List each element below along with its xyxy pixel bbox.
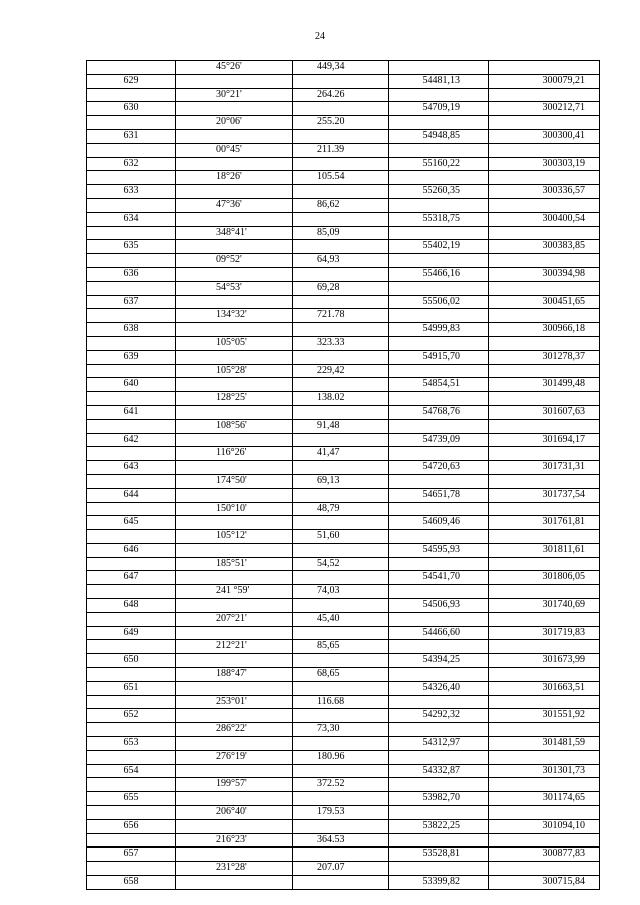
point-number: 635 — [86, 240, 175, 253]
segment-distance: 721.78 — [292, 309, 388, 322]
segment-angle: 54°53' — [175, 282, 292, 295]
point-number: 631 — [86, 130, 175, 143]
segment-distance: 85,65 — [292, 640, 388, 653]
segment-angle: 45°26' — [175, 61, 292, 74]
point-y: 300715,84 — [488, 876, 600, 889]
segment-row — [86, 639, 600, 653]
point-x: 54609,46 — [388, 516, 488, 529]
segment-angle: 212°21' — [175, 640, 292, 653]
point-row — [86, 653, 600, 667]
segment-row — [86, 281, 600, 295]
segment-distance: 41,47 — [292, 447, 388, 460]
segment-angle: 150°10' — [175, 503, 292, 516]
point-number: 655 — [86, 792, 175, 805]
point-number: 645 — [86, 516, 175, 529]
point-x: 54595,93 — [388, 544, 488, 557]
point-number: 642 — [86, 434, 175, 447]
point-y: 301761,81 — [488, 516, 600, 529]
point-y: 301481,59 — [488, 737, 600, 750]
point-x: 53822,25 — [388, 820, 488, 833]
segment-row — [86, 253, 600, 267]
segment-row — [86, 170, 600, 184]
point-number: 658 — [86, 876, 175, 889]
point-number: 644 — [86, 489, 175, 502]
point-y: 300383,85 — [488, 240, 600, 253]
segment-distance: 207.07 — [292, 862, 388, 875]
point-x: 54541,70 — [388, 571, 488, 584]
segment-distance: 54,52 — [292, 558, 388, 571]
point-row — [86, 791, 600, 805]
segment-distance: 91,48 — [292, 420, 388, 433]
point-row — [86, 543, 600, 557]
point-y: 301740,69 — [488, 599, 600, 612]
point-row — [86, 74, 600, 88]
segment-row — [86, 529, 600, 543]
segment-row — [86, 750, 600, 764]
point-number: 636 — [86, 268, 175, 281]
segment-row — [86, 612, 600, 626]
segment-row — [86, 308, 600, 322]
segment-distance: 323.33 — [292, 337, 388, 350]
segment-angle: 116°26' — [175, 447, 292, 460]
point-number: 640 — [86, 378, 175, 391]
point-number: 630 — [86, 102, 175, 115]
segment-row — [86, 198, 600, 212]
point-row — [86, 433, 600, 447]
segment-distance: 74,03 — [292, 585, 388, 598]
segment-distance: 68,65 — [292, 668, 388, 681]
segment-angle: 241 °59' — [175, 585, 292, 598]
segment-distance: 255.20 — [292, 116, 388, 129]
point-y: 301301,73 — [488, 765, 600, 778]
segment-distance: 372.52 — [292, 778, 388, 791]
point-y: 300303,19 — [488, 158, 600, 171]
segment-angle: 105°28' — [175, 365, 292, 378]
segment-angle: 47°36' — [175, 199, 292, 212]
point-x: 54481,13 — [388, 75, 488, 88]
segment-row — [86, 557, 600, 571]
point-row — [86, 819, 600, 833]
point-y: 301694,17 — [488, 434, 600, 447]
segment-row — [86, 667, 600, 681]
point-x: 54292,32 — [388, 709, 488, 722]
point-number: 643 — [86, 461, 175, 474]
segment-row — [86, 502, 600, 516]
point-y: 300394,98 — [488, 268, 600, 281]
point-row — [86, 626, 600, 640]
point-row — [86, 239, 600, 253]
point-x: 54999,83 — [388, 323, 488, 336]
point-row — [86, 157, 600, 171]
point-y: 301551,92 — [488, 709, 600, 722]
segment-row — [86, 419, 600, 433]
point-x: 54506,93 — [388, 599, 488, 612]
point-y: 301094,10 — [488, 820, 600, 833]
segment-angle: 231°28' — [175, 862, 292, 875]
segment-angle: 185°51' — [175, 558, 292, 571]
segment-angle: 30°21' — [175, 89, 292, 102]
point-x: 55160,22 — [388, 158, 488, 171]
segment-distance: 86,62 — [292, 199, 388, 212]
segment-row — [86, 777, 600, 791]
point-x: 53399,82 — [388, 876, 488, 889]
point-row — [86, 350, 600, 364]
segment-row — [86, 584, 600, 598]
point-x: 54739,09 — [388, 434, 488, 447]
point-row — [86, 570, 600, 584]
point-row — [86, 764, 600, 778]
point-y: 300079,21 — [488, 75, 600, 88]
segment-angle: 199°57' — [175, 778, 292, 791]
point-y: 301174,65 — [488, 792, 600, 805]
point-row — [86, 129, 600, 143]
point-number: 650 — [86, 654, 175, 667]
segment-distance: 116.68 — [292, 696, 388, 709]
segment-distance: 138.02 — [292, 392, 388, 405]
point-y: 300877,83 — [488, 848, 600, 861]
point-row — [86, 875, 600, 889]
segment-row — [86, 833, 600, 847]
segment-row — [86, 60, 600, 74]
segment-distance: 179.53 — [292, 806, 388, 819]
point-row — [86, 322, 600, 336]
point-y: 300212,71 — [488, 102, 600, 115]
segment-row — [86, 446, 600, 460]
segment-angle: 00°45' — [175, 144, 292, 157]
point-x: 54854,51 — [388, 378, 488, 391]
segment-angle: 286°22' — [175, 723, 292, 736]
point-row — [86, 377, 600, 391]
point-y: 301499,48 — [488, 378, 600, 391]
page-number: 24 — [315, 31, 325, 42]
segment-distance: 85,09 — [292, 227, 388, 240]
point-row — [86, 460, 600, 474]
segment-distance: 180.96 — [292, 751, 388, 764]
point-row — [86, 515, 600, 529]
segment-row — [86, 115, 600, 129]
point-x: 55260,35 — [388, 185, 488, 198]
point-row — [86, 708, 600, 722]
segment-row — [86, 336, 600, 350]
point-y: 301607,63 — [488, 406, 600, 419]
point-number: 656 — [86, 820, 175, 833]
point-row — [86, 681, 600, 695]
point-number: 638 — [86, 323, 175, 336]
point-row — [86, 846, 600, 861]
segment-row — [86, 805, 600, 819]
segment-distance: 48,79 — [292, 503, 388, 516]
point-x: 55318,75 — [388, 213, 488, 226]
point-row — [86, 101, 600, 115]
point-x: 54720,63 — [388, 461, 488, 474]
point-x: 55506,02 — [388, 296, 488, 309]
segment-row — [86, 364, 600, 378]
point-x: 54332,87 — [388, 765, 488, 778]
point-y: 300966,18 — [488, 323, 600, 336]
point-number: 652 — [86, 709, 175, 722]
point-y: 300336,57 — [488, 185, 600, 198]
point-y: 301663,51 — [488, 682, 600, 695]
segment-distance: 69,13 — [292, 475, 388, 488]
segment-angle: 108°56' — [175, 420, 292, 433]
point-x: 53982,70 — [388, 792, 488, 805]
point-number: 653 — [86, 737, 175, 750]
point-y: 301278,37 — [488, 351, 600, 364]
point-number: 629 — [86, 75, 175, 88]
point-number: 637 — [86, 296, 175, 309]
segment-distance: 264.26 — [292, 89, 388, 102]
point-number: 657 — [86, 848, 175, 861]
point-number: 654 — [86, 765, 175, 778]
segment-angle: 207°21' — [175, 613, 292, 626]
point-number: 634 — [86, 213, 175, 226]
point-x: 54709,19 — [388, 102, 488, 115]
point-x: 54651,78 — [388, 489, 488, 502]
point-row — [86, 488, 600, 502]
point-y: 301811,61 — [488, 544, 600, 557]
segment-distance: 73,30 — [292, 723, 388, 736]
point-y: 301737,54 — [488, 489, 600, 502]
point-y: 301673,99 — [488, 654, 600, 667]
segment-distance: 364.53 — [292, 834, 388, 847]
point-x: 54326,40 — [388, 682, 488, 695]
segment-distance: 449,34 — [292, 61, 388, 74]
point-row — [86, 598, 600, 612]
segment-row — [86, 143, 600, 157]
point-y: 300451,65 — [488, 296, 600, 309]
point-row — [86, 267, 600, 281]
segment-row — [86, 226, 600, 240]
point-x: 54466,60 — [388, 627, 488, 640]
segment-distance: 211.39 — [292, 144, 388, 157]
point-x: 53528,81 — [388, 848, 488, 861]
coordinates-table — [86, 60, 600, 890]
segment-angle: 348°41' — [175, 227, 292, 240]
point-x: 54768,76 — [388, 406, 488, 419]
segment-distance: 69,28 — [292, 282, 388, 295]
point-x: 54948,85 — [388, 130, 488, 143]
segment-distance: 229,42 — [292, 365, 388, 378]
point-x: 54312,97 — [388, 737, 488, 750]
point-y: 301731,31 — [488, 461, 600, 474]
segment-distance: 51,60 — [292, 530, 388, 543]
segment-angle: 128°25' — [175, 392, 292, 405]
table-bottom-border — [86, 889, 600, 890]
point-row — [86, 736, 600, 750]
segment-angle: 253°01' — [175, 696, 292, 709]
point-number: 641 — [86, 406, 175, 419]
segment-row — [86, 391, 600, 405]
segment-row — [86, 88, 600, 102]
point-y: 300300,41 — [488, 130, 600, 143]
point-row — [86, 184, 600, 198]
segment-row — [86, 695, 600, 709]
segment-angle: 188°47' — [175, 668, 292, 681]
segment-row — [86, 474, 600, 488]
segment-angle: 18°26' — [175, 171, 292, 184]
segment-angle: 105°05' — [175, 337, 292, 350]
segment-row — [86, 861, 600, 875]
point-row — [86, 295, 600, 309]
point-number: 647 — [86, 571, 175, 584]
point-x: 55466,16 — [388, 268, 488, 281]
point-number: 651 — [86, 682, 175, 695]
segment-row — [86, 722, 600, 736]
point-x: 54915,70 — [388, 351, 488, 364]
point-number: 649 — [86, 627, 175, 640]
point-y: 301806,05 — [488, 571, 600, 584]
point-number: 646 — [86, 544, 175, 557]
segment-angle: 174°50' — [175, 475, 292, 488]
point-number: 639 — [86, 351, 175, 364]
segment-angle: 206°40' — [175, 806, 292, 819]
segment-angle: 216°23' — [175, 834, 292, 847]
segment-angle: 20°06' — [175, 116, 292, 129]
point-y: 301719,83 — [488, 627, 600, 640]
segment-angle: 276°19' — [175, 751, 292, 764]
segment-angle: 09°52' — [175, 254, 292, 267]
segment-distance: 105.54 — [292, 171, 388, 184]
point-y: 300400,54 — [488, 213, 600, 226]
point-row — [86, 405, 600, 419]
point-number: 632 — [86, 158, 175, 171]
segment-distance: 45,40 — [292, 613, 388, 626]
point-x: 54394,25 — [388, 654, 488, 667]
point-number: 648 — [86, 599, 175, 612]
point-number: 633 — [86, 185, 175, 198]
point-row — [86, 212, 600, 226]
segment-angle: 134°32' — [175, 309, 292, 322]
point-x: 55402,19 — [388, 240, 488, 253]
segment-angle: 105°12' — [175, 530, 292, 543]
segment-distance: 64,93 — [292, 254, 388, 267]
